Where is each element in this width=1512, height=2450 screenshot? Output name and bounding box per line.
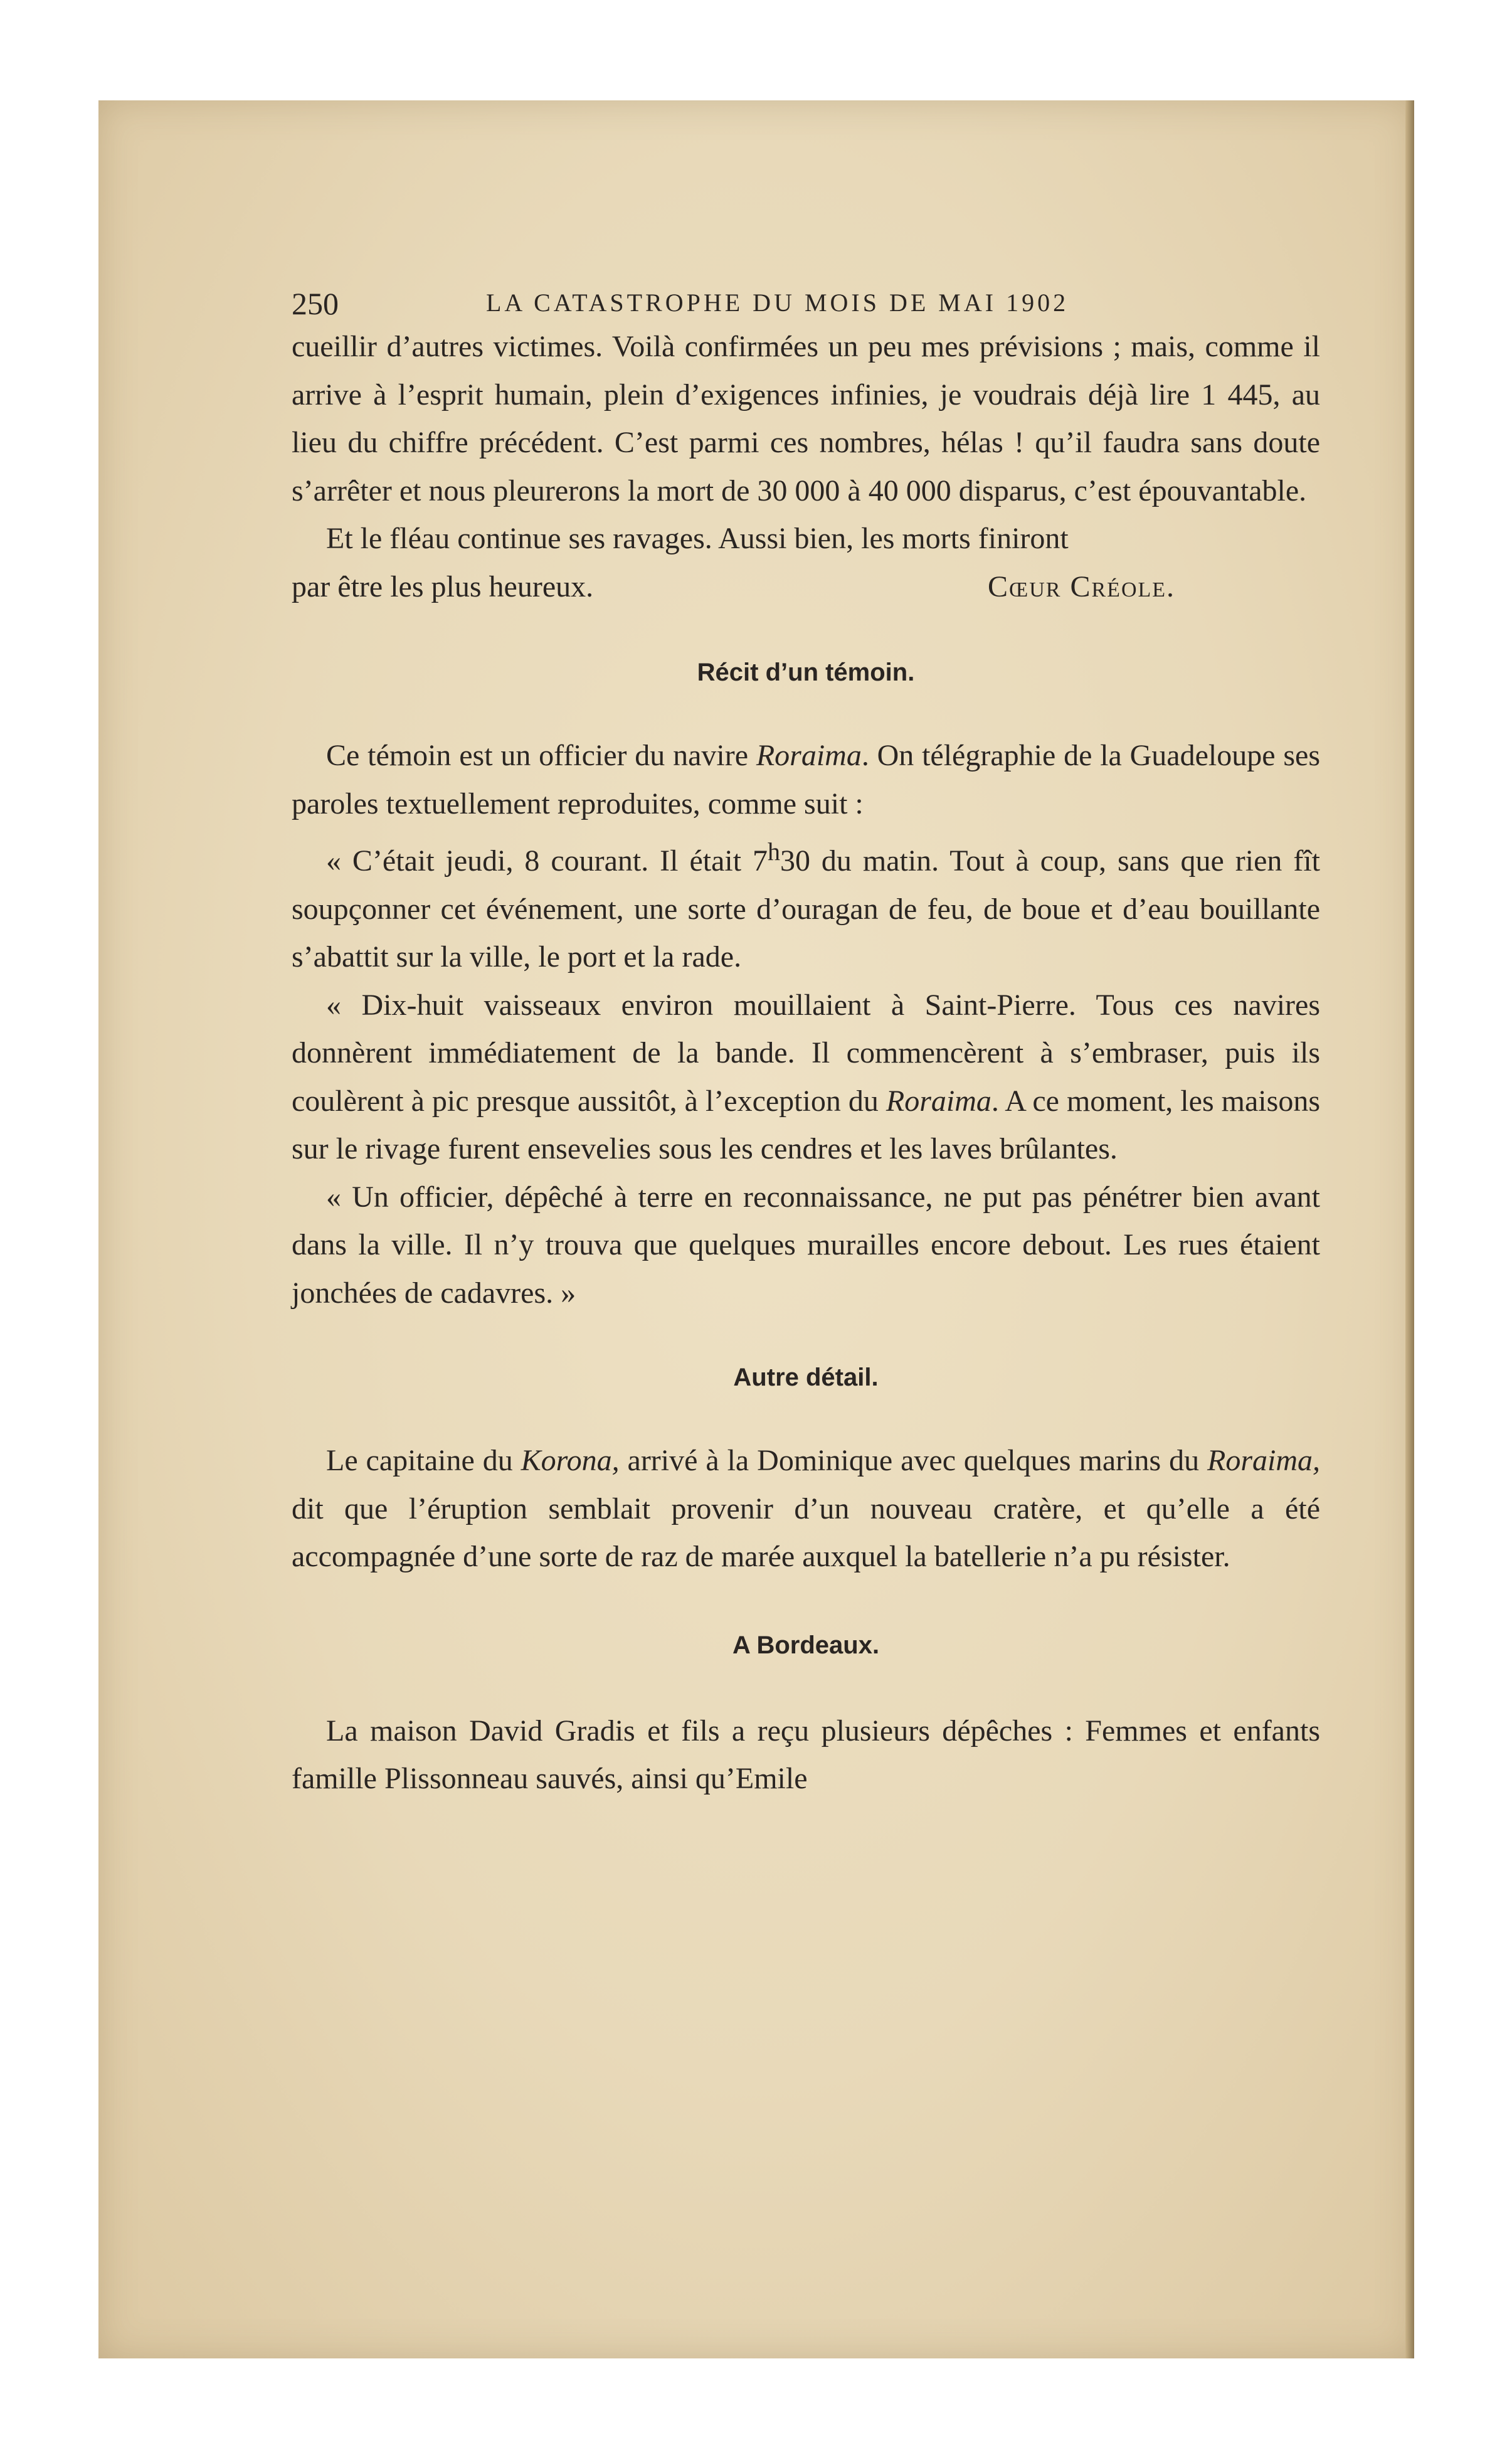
section-heading-autre-detail: Autre détail.: [733, 1364, 879, 1391]
section-heading-temoin: Récit d’un témoin.: [697, 659, 915, 686]
text-span: Ce témoin est un officier du navire: [326, 739, 756, 772]
running-title: LA CATASTROPHE DU MOIS DE MAI 1902: [486, 289, 1069, 317]
ship-name: Roraima,: [1207, 1444, 1320, 1477]
hour-superscript: h: [768, 837, 780, 866]
paragraph-capitaine: [292, 1437, 1320, 1581]
page-text-block: [292, 285, 1320, 1803]
paragraph-fleau: Et le fléau continue ses ravages. Aussi bien, les morts finiront: [326, 522, 1069, 555]
text-span: « C’était jeudi, 8 courant. Il était 7: [326, 844, 768, 878]
paragraph-temoin-intro: [292, 732, 1320, 828]
ship-name: Korona,: [521, 1444, 620, 1477]
paragraph-quote-vaisseaux: [292, 982, 1320, 1174]
section-heading-bordeaux: A Bordeaux.: [732, 1631, 880, 1659]
running-header: [292, 285, 1320, 323]
text-span: arrivé à la Dominique avec quelques marins du: [619, 1444, 1207, 1477]
paragraph-fleau-end: par être les plus heureux.: [292, 570, 594, 603]
author-signature: Cœur Créole.: [988, 570, 1176, 603]
paragraph-gradis: La maison David Gradis et fils a reçu plusieurs dépêches : Femmes et enfants famille Plissonneau sauvés, ainsi qu’Emile: [292, 1714, 1320, 1795]
text-span: . On télégraphie de la Guadeloupe ses paroles textuellement reproduites, comme suit :: [292, 739, 1321, 820]
text-span: « Dix-huit vaisseaux environ mouillaient à Saint-Pierre. Tous ces navires donnèrent immédiatement de la bande. Il commencèrent à s’embraser, puis ils coulèrent à pic presque aussitôt, à l’exception du: [292, 988, 1320, 1118]
text-span: Le capitaine du: [326, 1444, 521, 1477]
ship-name: Roraima: [756, 739, 862, 772]
paragraph-quote-officier: « Un officier, dépêché à terre en reconnaissance, ne put pas pénétrer bien avant dans la ville. Il n’y trouva que quelques murailles encore debout. Les rues étaient jonchées de cadavres. »: [292, 1180, 1320, 1310]
ship-name: Roraima: [886, 1084, 991, 1118]
page-number: 250: [292, 286, 339, 321]
paragraph-continuation: cueillir d’autres victimes. Voilà confirmées un peu mes prévisions ; mais, comme il arrive à l’esprit humain, plein d’exigences infinies, je voudrais déjà lire 1 445, au lieu du chiffre précédent. C’est parmi ces nombres, hélas ! qu’il faudra sans doute s’arrêter et nous pleurerons la mort de 30 000 à 40 000 disparus, c’est épouvantable.: [292, 330, 1320, 507]
paragraph-quote-jeudi: [292, 828, 1320, 982]
text-span: 30 du matin. Tout à coup, sans que rien fît soupçonner cet événement, une sorte d’ouragan de feu, de boue et d’eau bouillante s’abattit sur la ville, le port et la rade.: [292, 844, 1321, 973]
signature-line: [292, 563, 1320, 612]
text-span: . A ce moment, les maisons sur le rivage furent ensevelies sous les cendres et les laves brûlantes.: [292, 1084, 1320, 1165]
text-span: dit que l’éruption semblait provenir d’un nouveau cratère, et qu’elle a été accompagnée d’une sorte de raz de marée auxquel la batellerie n’a pu résister.: [292, 1492, 1320, 1573]
